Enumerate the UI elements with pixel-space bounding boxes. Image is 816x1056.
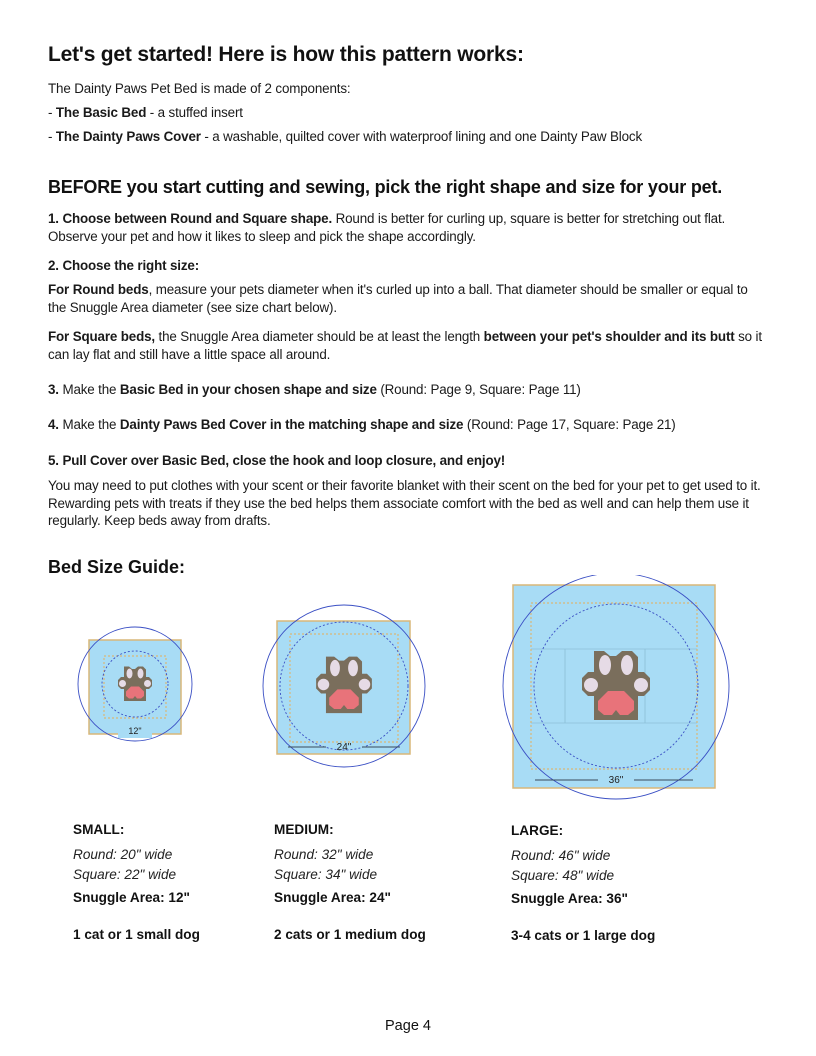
snuggle-area: Snuggle Area: 36" — [511, 891, 628, 906]
step-4-number: 4. — [48, 417, 59, 432]
capacity: 2 cats or 1 medium dog — [274, 927, 426, 942]
square-beds-text: the Snuggle Area diameter should be at least the length — [154, 329, 484, 344]
toe-bean — [621, 655, 633, 675]
component-prefix: - — [48, 105, 56, 120]
size-medium — [274, 822, 426, 942]
step-2-title: 2. Choose the right size: — [48, 258, 200, 273]
component-desc: - a stuffed insert — [146, 105, 243, 120]
component-cover — [48, 128, 768, 146]
size-title: SMALL: — [73, 822, 125, 837]
square-width: Square: 34" wide — [274, 867, 378, 882]
square-width: Square: 48" wide — [511, 868, 615, 883]
component-name: The Dainty Paws Cover — [55, 129, 201, 144]
toe-bean — [634, 678, 648, 692]
round-beds-note — [48, 281, 768, 316]
size-title: LARGE: — [511, 823, 564, 838]
toe-bean — [144, 680, 151, 687]
toe-bean — [584, 678, 598, 692]
snuggle-area: Snuggle Area: 12" — [73, 890, 190, 905]
step-5-text: You may need to put clothes with your scent or their favorite blanket with their scent on the bed for your pet to get used to it. Rewarding pets with treats if they use the bed helps them associate comfort with the bed as well and can help them use it regularly. Keep beds away from drafts. — [48, 478, 761, 528]
bed-diagram-large — [495, 575, 740, 805]
square-beds-text-end: so it can lay flat and still have a little space all around. — [48, 329, 762, 362]
page-number: Page 4 — [385, 1018, 431, 1034]
toe-bean — [318, 679, 329, 690]
toe-bean — [127, 669, 133, 679]
size-title: MEDIUM: — [274, 822, 334, 837]
step-2-heading — [48, 257, 768, 275]
toe-bean — [599, 655, 611, 675]
step-4 — [48, 416, 768, 434]
size-guide-heading: Bed Size Guide: — [48, 557, 186, 577]
round-width: Round: 20" wide — [73, 847, 173, 862]
component-desc: - a washable, quilted cover with waterproof lining and one Dainty Paw Block — [200, 129, 642, 144]
dimension-label: 12" — [128, 726, 142, 736]
step-5-title: 5. Pull Cover over Basic Bed, close the hook and loop closure, and enjoy! — [48, 453, 506, 468]
step-1-title: 1. Choose between Round and Square shape. — [48, 211, 333, 226]
round-width: Round: 32" wide — [274, 847, 374, 862]
component-prefix: - — [48, 129, 56, 144]
bed-diagram-medium — [255, 600, 435, 770]
before-heading: BEFORE you start cutting and sewing, pick the right shape and size for your pet. — [48, 177, 723, 197]
intro-lead: The Dainty Paws Pet Bed is made of 2 components: — [48, 81, 351, 96]
step-3 — [48, 381, 768, 399]
bed-diagram-small — [70, 620, 200, 750]
dimension-label: 36" — [608, 775, 624, 786]
toe-bean — [330, 660, 340, 676]
toe-bean — [359, 679, 370, 690]
component-basic-bed — [48, 104, 768, 122]
step-5-heading — [48, 452, 768, 470]
intro-heading: Let's get started! Here is how this pattern works: — [48, 43, 524, 66]
step-1-text: Round is better for curling up, square is better for stretching out flat. Observe your pet and how it likes to sleep and pick the shape accordingly. — [48, 211, 726, 244]
step-3-title: Basic Bed in your chosen shape and size — [119, 382, 377, 397]
step-4-pre: Make the — [58, 417, 120, 432]
step-3-pre: Make the — [58, 382, 120, 397]
size-small — [73, 822, 200, 942]
step-1 — [48, 210, 768, 245]
toe-bean — [119, 680, 126, 687]
snuggle-area: Snuggle Area: 24" — [274, 890, 391, 905]
step-4-pages: (Round: Page 17, Square: Page 21) — [463, 417, 676, 432]
dimension-label: 24" — [336, 742, 352, 753]
toe-bean — [138, 669, 144, 679]
square-beds-note — [48, 328, 768, 363]
square-width: Square: 22" wide — [73, 867, 177, 882]
round-width: Round: 46" wide — [511, 848, 611, 863]
step-3-number: 3. — [48, 382, 59, 397]
round-beds-label: For Round beds — [48, 282, 149, 297]
round-beds-text: , measure your pets diameter when it's curled up into a ball. That diameter should be smaller or equal to the Snuggle Area diameter (see size chart below). — [48, 282, 748, 315]
step-3-pages: (Round: Page 9, Square: Page 11) — [376, 382, 581, 397]
component-name: The Basic Bed — [55, 105, 147, 120]
capacity: 3-4 cats or 1 large dog — [511, 928, 656, 943]
toe-bean — [348, 660, 358, 676]
capacity: 1 cat or 1 small dog — [73, 927, 200, 942]
square-beds-label: For Square beds, — [48, 329, 155, 344]
step-4-title: Dainty Paws Bed Cover in the matching shape and size — [119, 417, 464, 432]
square-beds-emphasis: between your pet's shoulder and its butt — [483, 329, 735, 344]
size-large — [511, 823, 655, 943]
